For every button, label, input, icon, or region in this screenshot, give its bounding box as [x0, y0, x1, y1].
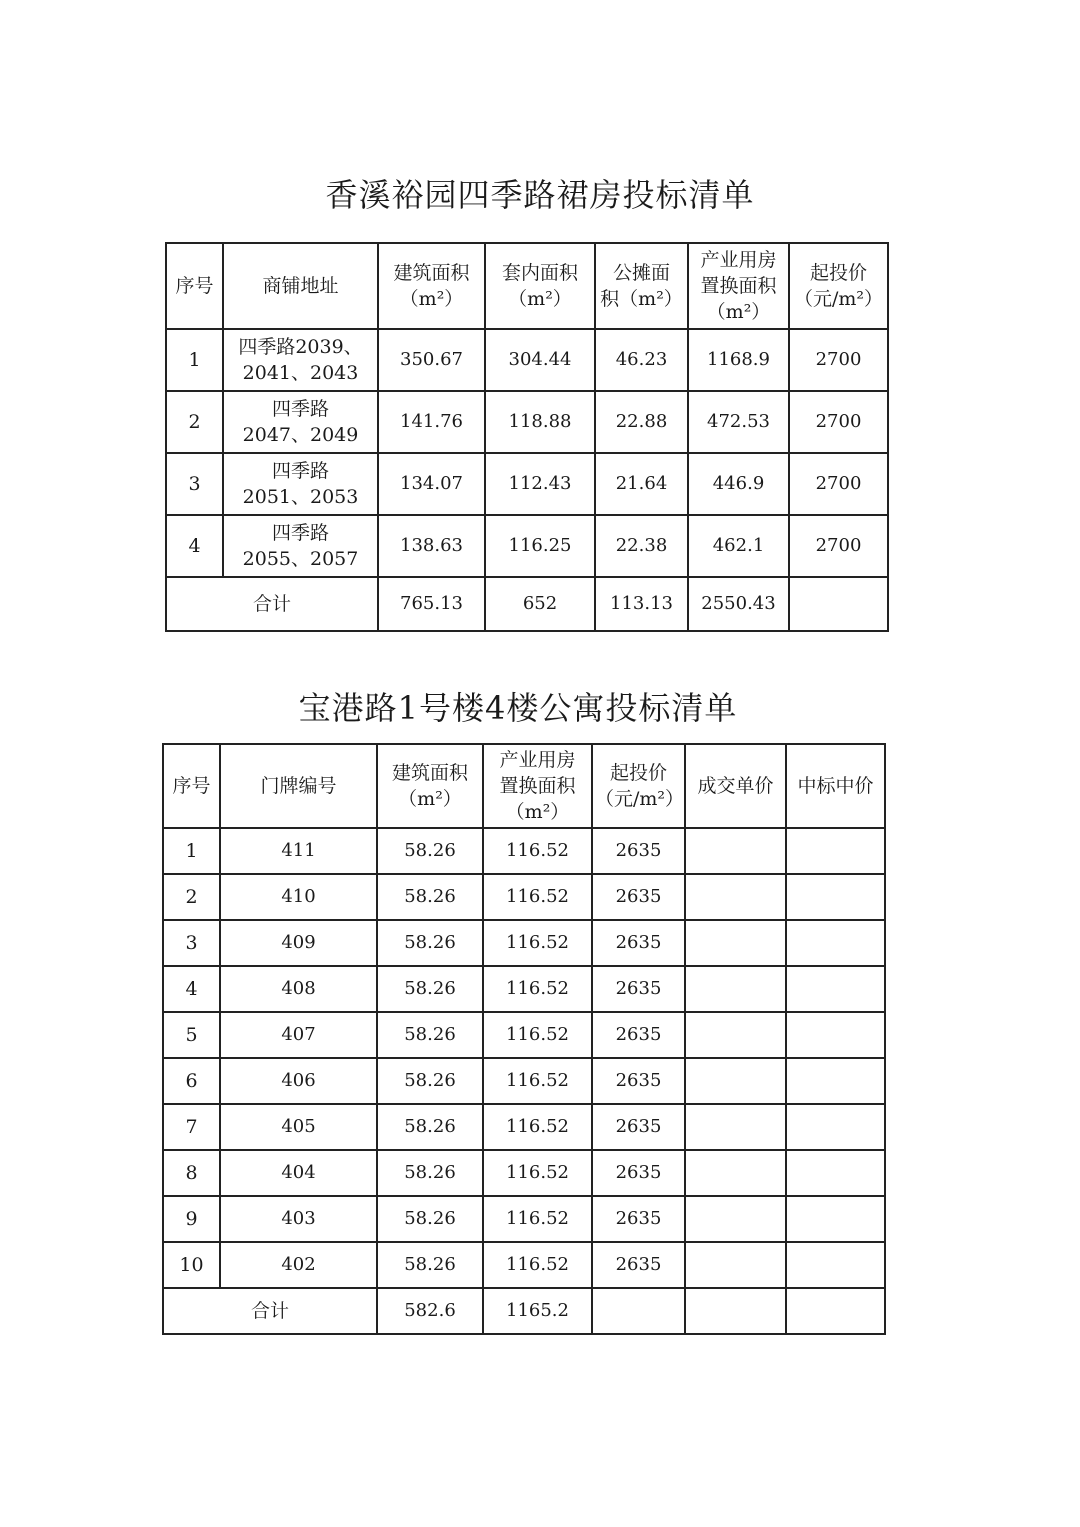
- cell-bid-price: 2700: [789, 515, 888, 577]
- cell-win-price: [786, 966, 885, 1012]
- cell-address-line1: 四季路2039、: [238, 336, 363, 358]
- cell-win-price: [786, 874, 885, 920]
- header-industrial-area: [688, 243, 789, 329]
- cell-seq: 8: [163, 1150, 220, 1196]
- total-inner-area: 652: [485, 577, 595, 631]
- cell-industrial-area: 446.9: [688, 453, 789, 515]
- cell-build-area: 134.07: [378, 453, 485, 515]
- total-build-area: 582.6: [377, 1288, 483, 1334]
- header-bid-line2: （元/m²）: [793, 288, 884, 310]
- total-bid-price: [592, 1288, 685, 1334]
- cell-deal-price: [685, 920, 786, 966]
- cell-bid-price: 2700: [789, 453, 888, 515]
- header-seq: 序号: [163, 744, 220, 828]
- cell-bid-price: 2635: [592, 1012, 685, 1058]
- cell-address: [223, 391, 378, 453]
- table-row: [166, 329, 888, 391]
- header-shared-area: [595, 243, 688, 329]
- cell-seq: 4: [166, 515, 223, 577]
- cell-bid-price: 2635: [592, 920, 685, 966]
- cell-win-price: [786, 1150, 885, 1196]
- cell-deal-price: [685, 1196, 786, 1242]
- cell-bid-price: 2635: [592, 1058, 685, 1104]
- table1-header-row: [166, 243, 888, 329]
- cell-address-line2: 2047、2049: [242, 424, 359, 446]
- header-inner-area-line1: 套内面积: [501, 262, 578, 284]
- cell-door-number: 403: [220, 1196, 377, 1242]
- header-build-area: [378, 243, 485, 329]
- cell-build-area: 58.26: [377, 1242, 483, 1288]
- header-build-area: [377, 744, 483, 828]
- total-industrial-area: 2550.43: [688, 577, 789, 631]
- table1-total-row: [166, 577, 888, 631]
- cell-build-area: 58.26: [377, 920, 483, 966]
- total-build-area: 765.13: [378, 577, 485, 631]
- cell-win-price: [786, 1242, 885, 1288]
- table-row: [163, 1058, 885, 1104]
- table-row: [166, 515, 888, 577]
- cell-address-line1: 四季路: [271, 460, 329, 482]
- header-build-area-line1: 建筑面积: [391, 762, 468, 784]
- cell-door-number: 405: [220, 1104, 377, 1150]
- cell-bid-price: 2635: [592, 1196, 685, 1242]
- cell-deal-price: [685, 1150, 786, 1196]
- cell-seq: 6: [163, 1058, 220, 1104]
- cell-door-number: 402: [220, 1242, 377, 1288]
- cell-industrial-area: 116.52: [483, 1058, 592, 1104]
- table-row: [163, 966, 885, 1012]
- cell-seq: 1: [166, 329, 223, 391]
- header-build-area-line1: 建筑面积: [393, 262, 470, 284]
- cell-industrial-area: 116.52: [483, 1012, 592, 1058]
- header-bid-line1: 起投价: [809, 262, 867, 284]
- cell-industrial-area: 116.52: [483, 874, 592, 920]
- cell-address-line1: 四季路: [271, 398, 329, 420]
- cell-inner-area: 116.25: [485, 515, 595, 577]
- cell-seq: 4: [163, 966, 220, 1012]
- cell-deal-price: [685, 1058, 786, 1104]
- header-inner-area: [485, 243, 595, 329]
- cell-seq: 1: [163, 828, 220, 874]
- table-row: [163, 920, 885, 966]
- cell-seq: 3: [166, 453, 223, 515]
- cell-inner-area: 112.43: [485, 453, 595, 515]
- cell-door-number: 408: [220, 966, 377, 1012]
- table2-total-row: [163, 1288, 885, 1334]
- cell-door-number: 410: [220, 874, 377, 920]
- cell-build-area: 58.26: [377, 1058, 483, 1104]
- header-win-price: 中标中价: [786, 744, 885, 828]
- header-ind-line2: 置换面积: [499, 775, 576, 797]
- table-row: [163, 1012, 885, 1058]
- header-deal-price: 成交单价: [685, 744, 786, 828]
- cell-shared-area: 46.23: [595, 329, 688, 391]
- cell-bid-price: 2635: [592, 828, 685, 874]
- cell-inner-area: 304.44: [485, 329, 595, 391]
- cell-deal-price: [685, 1012, 786, 1058]
- table1-title: 香溪裕园四季路裙房投标清单: [325, 176, 755, 214]
- cell-build-area: 58.26: [377, 1150, 483, 1196]
- table2-apartment-bid-list: [162, 743, 886, 1335]
- cell-win-price: [786, 1196, 885, 1242]
- cell-win-price: [786, 920, 885, 966]
- table-row: [166, 453, 888, 515]
- header-ind-line2: 置换面积: [700, 275, 777, 297]
- header-shared-line2: 积（m²）: [600, 288, 683, 310]
- cell-build-area: 58.26: [377, 1012, 483, 1058]
- cell-address-line2: 2055、2057: [242, 548, 359, 570]
- cell-industrial-area: 472.53: [688, 391, 789, 453]
- cell-industrial-area: 116.52: [483, 828, 592, 874]
- header-bid-price: [789, 243, 888, 329]
- cell-bid-price: 2700: [789, 329, 888, 391]
- header-bid-price: [592, 744, 685, 828]
- cell-address: [223, 515, 378, 577]
- cell-inner-area: 118.88: [485, 391, 595, 453]
- cell-deal-price: [685, 828, 786, 874]
- cell-address-line1: 四季路: [271, 522, 329, 544]
- table-row: [163, 874, 885, 920]
- cell-seq: 3: [163, 920, 220, 966]
- cell-door-number: 407: [220, 1012, 377, 1058]
- cell-bid-price: 2635: [592, 1150, 685, 1196]
- total-win-price: [786, 1288, 885, 1334]
- total-deal-price: [685, 1288, 786, 1334]
- header-bid-line1: 起投价: [609, 762, 667, 784]
- table-row: [163, 1150, 885, 1196]
- cell-bid-price: 2635: [592, 966, 685, 1012]
- total-industrial-area: 1165.2: [483, 1288, 592, 1334]
- table-row: [163, 1196, 885, 1242]
- header-address: 商铺地址: [223, 243, 378, 329]
- cell-seq: 5: [163, 1012, 220, 1058]
- cell-bid-price: 2635: [592, 874, 685, 920]
- cell-shared-area: 22.88: [595, 391, 688, 453]
- cell-door-number: 409: [220, 920, 377, 966]
- total-shared-area: 113.13: [595, 577, 688, 631]
- cell-address-line2: 2051、2053: [242, 486, 359, 508]
- cell-bid-price: 2635: [592, 1242, 685, 1288]
- cell-industrial-area: 116.52: [483, 1150, 592, 1196]
- cell-build-area: 58.26: [377, 874, 483, 920]
- table2-title: 宝港路1号楼4楼公寓投标清单: [298, 689, 738, 727]
- cell-bid-price: 2635: [592, 1104, 685, 1150]
- table2-header-row: [163, 744, 885, 828]
- table-row: [166, 391, 888, 453]
- header-build-area-line2: （m²）: [399, 288, 464, 310]
- header-shared-line1: 公摊面: [612, 262, 670, 284]
- cell-bid-price: 2700: [789, 391, 888, 453]
- cell-build-area: 58.26: [377, 828, 483, 874]
- cell-seq: 7: [163, 1104, 220, 1150]
- table1-shop-bid-list: [165, 242, 889, 632]
- cell-address: [223, 329, 378, 391]
- total-label: 合计: [166, 577, 378, 631]
- cell-win-price: [786, 1012, 885, 1058]
- table2-body: [163, 828, 885, 1334]
- cell-build-area: 58.26: [377, 1196, 483, 1242]
- cell-address-line2: 2041、2043: [242, 362, 359, 384]
- cell-seq: 2: [166, 391, 223, 453]
- cell-shared-area: 21.64: [595, 453, 688, 515]
- header-ind-line1: 产业用房: [499, 749, 576, 771]
- cell-industrial-area: 1168.9: [688, 329, 789, 391]
- cell-industrial-area: 116.52: [483, 1196, 592, 1242]
- cell-door-number: 406: [220, 1058, 377, 1104]
- cell-seq: 9: [163, 1196, 220, 1242]
- cell-address: [223, 453, 378, 515]
- header-door-number: 门牌编号: [220, 744, 377, 828]
- header-bid-line2: （元/m²）: [595, 788, 685, 810]
- cell-seq: 2: [163, 874, 220, 920]
- cell-win-price: [786, 1058, 885, 1104]
- cell-industrial-area: 116.52: [483, 1242, 592, 1288]
- total-label: 合计: [163, 1288, 377, 1334]
- header-industrial-area: [483, 744, 592, 828]
- cell-seq: 10: [163, 1242, 220, 1288]
- table-row: [163, 828, 885, 874]
- cell-build-area: 58.26: [377, 1104, 483, 1150]
- cell-win-price: [786, 1104, 885, 1150]
- cell-build-area: 58.26: [377, 966, 483, 1012]
- table-row: [163, 1242, 885, 1288]
- header-ind-line1: 产业用房: [700, 249, 777, 271]
- cell-industrial-area: 462.1: [688, 515, 789, 577]
- header-seq: 序号: [166, 243, 223, 329]
- cell-deal-price: [685, 874, 786, 920]
- cell-deal-price: [685, 1104, 786, 1150]
- cell-industrial-area: 116.52: [483, 920, 592, 966]
- cell-door-number: 404: [220, 1150, 377, 1196]
- cell-build-area: 138.63: [378, 515, 485, 577]
- table-row: [163, 1104, 885, 1150]
- cell-win-price: [786, 828, 885, 874]
- total-bid-price: [789, 577, 888, 631]
- header-ind-line3: （m²）: [706, 301, 771, 323]
- cell-deal-price: [685, 966, 786, 1012]
- cell-door-number: 411: [220, 828, 377, 874]
- cell-build-area: 141.76: [378, 391, 485, 453]
- cell-shared-area: 22.38: [595, 515, 688, 577]
- cell-industrial-area: 116.52: [483, 966, 592, 1012]
- header-build-area-line2: （m²）: [398, 788, 462, 810]
- cell-deal-price: [685, 1242, 786, 1288]
- cell-build-area: 350.67: [378, 329, 485, 391]
- header-inner-area-line2: （m²）: [508, 288, 572, 310]
- cell-industrial-area: 116.52: [483, 1104, 592, 1150]
- header-ind-line3: （m²）: [505, 801, 570, 823]
